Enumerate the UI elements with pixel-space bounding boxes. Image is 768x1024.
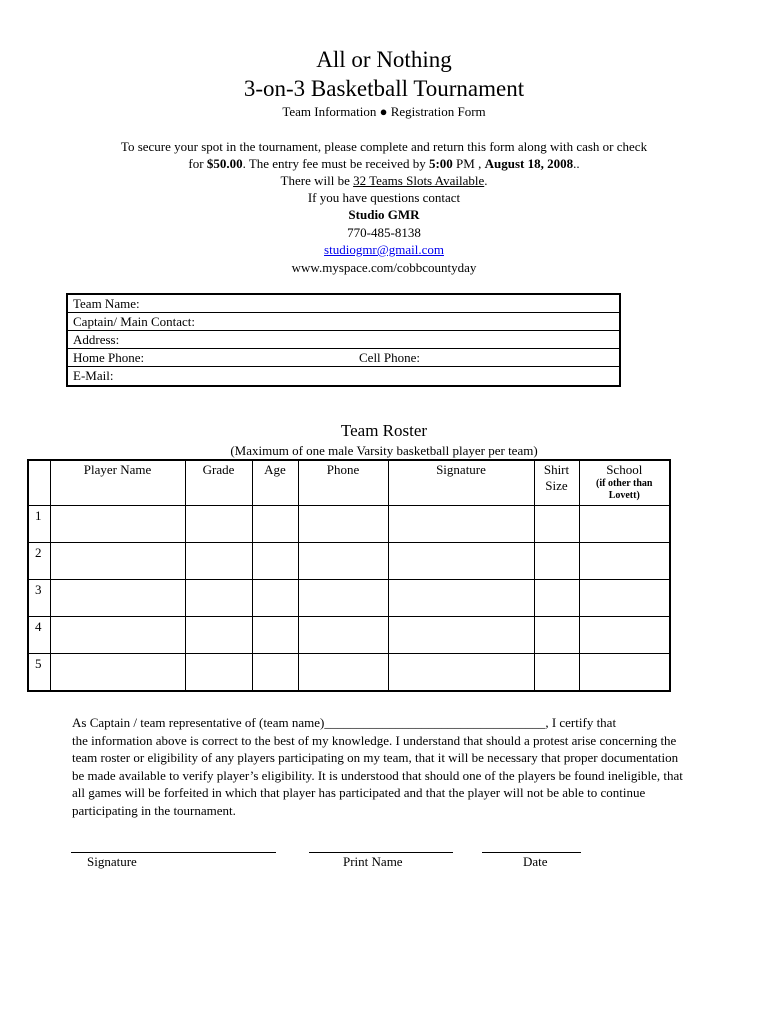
row-number: 4 bbox=[28, 617, 50, 654]
contact-name: Studio GMR bbox=[348, 207, 420, 222]
signature-cell[interactable] bbox=[388, 654, 534, 692]
shirt-size-cell[interactable] bbox=[534, 617, 579, 654]
phone-cell[interactable] bbox=[298, 654, 388, 692]
certification-line-1: As Captain / team representative of (team name)__________________________________, I certify that bbox=[72, 715, 617, 730]
player-name-cell[interactable] bbox=[50, 654, 185, 692]
grade-cell[interactable] bbox=[185, 617, 252, 654]
deadline-time: 5:00 bbox=[428, 156, 453, 171]
age-cell[interactable] bbox=[252, 654, 298, 692]
entry-fee: $50.00 bbox=[206, 156, 243, 171]
age-cell[interactable] bbox=[252, 543, 298, 580]
signature-cell[interactable] bbox=[388, 617, 534, 654]
phone-cell[interactable] bbox=[298, 506, 388, 543]
header-signature: Signature bbox=[388, 460, 534, 506]
roster-title: Team Roster bbox=[340, 421, 428, 440]
home-phone-label: Home Phone: bbox=[73, 350, 145, 365]
row-number: 5 bbox=[28, 654, 50, 692]
player-name-cell[interactable] bbox=[50, 617, 185, 654]
player-name-cell[interactable] bbox=[50, 580, 185, 617]
header-age: Age bbox=[252, 460, 298, 506]
certification-text bbox=[72, 714, 692, 819]
email-label: E-Mail: bbox=[73, 368, 114, 383]
intro-text: . bbox=[484, 173, 488, 188]
grade-cell[interactable] bbox=[185, 506, 252, 543]
age-cell[interactable] bbox=[252, 506, 298, 543]
table-row bbox=[28, 580, 670, 617]
phone-cell[interactable] bbox=[298, 617, 388, 654]
school-cell[interactable] bbox=[579, 654, 670, 692]
team-name-field[interactable] bbox=[68, 295, 619, 313]
subtitle-right: Registration Form bbox=[390, 104, 486, 119]
intro-text: PM , bbox=[452, 156, 485, 171]
header-grade: Grade bbox=[185, 460, 252, 506]
school-cell[interactable] bbox=[579, 506, 670, 543]
team-name-label: Team Name: bbox=[73, 296, 140, 311]
intro-text: .. bbox=[573, 156, 580, 171]
school-note: (if other than Lovett) bbox=[596, 478, 653, 501]
contact-email bbox=[0, 241, 768, 258]
header-shirt-size: Shirt Size bbox=[534, 460, 579, 506]
intro-text: . The entry fee must be received by bbox=[242, 156, 429, 171]
age-cell[interactable] bbox=[252, 580, 298, 617]
age-cell[interactable] bbox=[252, 617, 298, 654]
email-link[interactable]: studiogmr@gmail.com bbox=[324, 242, 444, 257]
shirt-size-cell[interactable] bbox=[534, 580, 579, 617]
signature-cell[interactable] bbox=[388, 543, 534, 580]
roster-table bbox=[27, 459, 671, 692]
intro-text: There will be bbox=[280, 173, 354, 188]
grade-cell[interactable] bbox=[185, 654, 252, 692]
row-number: 3 bbox=[28, 580, 50, 617]
table-row bbox=[28, 617, 670, 654]
player-name-cell[interactable] bbox=[50, 543, 185, 580]
signature-label: Signature bbox=[87, 854, 137, 869]
form-subtitle bbox=[0, 104, 768, 120]
bullet-icon: ● bbox=[379, 104, 388, 119]
print-name-label: Print Name bbox=[343, 854, 403, 869]
header-player-name: Player Name bbox=[50, 460, 185, 506]
header-number bbox=[28, 460, 50, 506]
school-label: School bbox=[606, 462, 643, 477]
deadline-date: August 18, 2008 bbox=[484, 156, 574, 171]
row-number: 2 bbox=[28, 543, 50, 580]
school-cell[interactable] bbox=[579, 617, 670, 654]
captain-label: Captain/ Main Contact: bbox=[73, 314, 196, 329]
grade-cell[interactable] bbox=[185, 543, 252, 580]
title-line-2: 3-on-3 Basketball Tournament bbox=[243, 76, 525, 101]
date-label: Date bbox=[523, 854, 548, 869]
intro-line-2 bbox=[0, 155, 768, 172]
address-field[interactable] bbox=[68, 331, 619, 349]
signature-line[interactable] bbox=[71, 852, 276, 853]
phone-row[interactable] bbox=[68, 349, 619, 367]
cell-phone-label: Cell Phone: bbox=[359, 350, 421, 365]
school-cell[interactable] bbox=[579, 543, 670, 580]
school-cell[interactable] bbox=[579, 580, 670, 617]
player-name-cell[interactable] bbox=[50, 506, 185, 543]
roster-header-row bbox=[28, 460, 670, 506]
signature-cell[interactable] bbox=[388, 580, 534, 617]
shirt-size-cell[interactable] bbox=[534, 543, 579, 580]
contact-website: www.myspace.com/cobbcountyday bbox=[291, 260, 477, 275]
header-school bbox=[579, 460, 670, 506]
table-row bbox=[28, 654, 670, 692]
grade-cell[interactable] bbox=[185, 580, 252, 617]
shirt-size-cell[interactable] bbox=[534, 654, 579, 692]
team-info-box bbox=[66, 293, 621, 387]
row-number: 1 bbox=[28, 506, 50, 543]
subtitle-left: Team Information bbox=[282, 104, 377, 119]
intro-text: for bbox=[188, 156, 207, 171]
phone-cell[interactable] bbox=[298, 543, 388, 580]
signature-cell[interactable] bbox=[388, 506, 534, 543]
table-row bbox=[28, 543, 670, 580]
slots-available: 32 Teams Slots Available bbox=[353, 173, 485, 188]
print-name-line[interactable] bbox=[309, 852, 453, 853]
questions-line: If you have questions contact bbox=[307, 190, 461, 205]
roster-note: (Maximum of one male Varsity basketball player per team) bbox=[230, 443, 538, 458]
address-label: Address: bbox=[73, 332, 120, 347]
intro-line-1: To secure your spot in the tournament, please complete and return this form along with cash or check bbox=[120, 139, 648, 154]
header-phone: Phone bbox=[298, 460, 388, 506]
title-line-1: All or Nothing bbox=[316, 47, 452, 72]
table-row bbox=[28, 506, 670, 543]
certification-body: the information above is correct to the best of my knowledge. I understand that should a protest arise concerning the team roster or eligibility of any players participating on my team, that it will be necessary that proper documentation be made available to verify player’s eligibility. It is understood that should one of the players be found ineligible, that all games will be forfeited in which that player has participated and that the player will not be able to continue participating in the tournament. bbox=[72, 732, 683, 818]
phone-cell[interactable] bbox=[298, 580, 388, 617]
date-line[interactable] bbox=[482, 852, 581, 853]
email-field[interactable] bbox=[68, 367, 619, 385]
contact-phone: 770-485-8138 bbox=[347, 225, 421, 240]
slots-line bbox=[0, 172, 768, 189]
captain-field[interactable] bbox=[68, 313, 619, 331]
shirt-size-cell[interactable] bbox=[534, 506, 579, 543]
